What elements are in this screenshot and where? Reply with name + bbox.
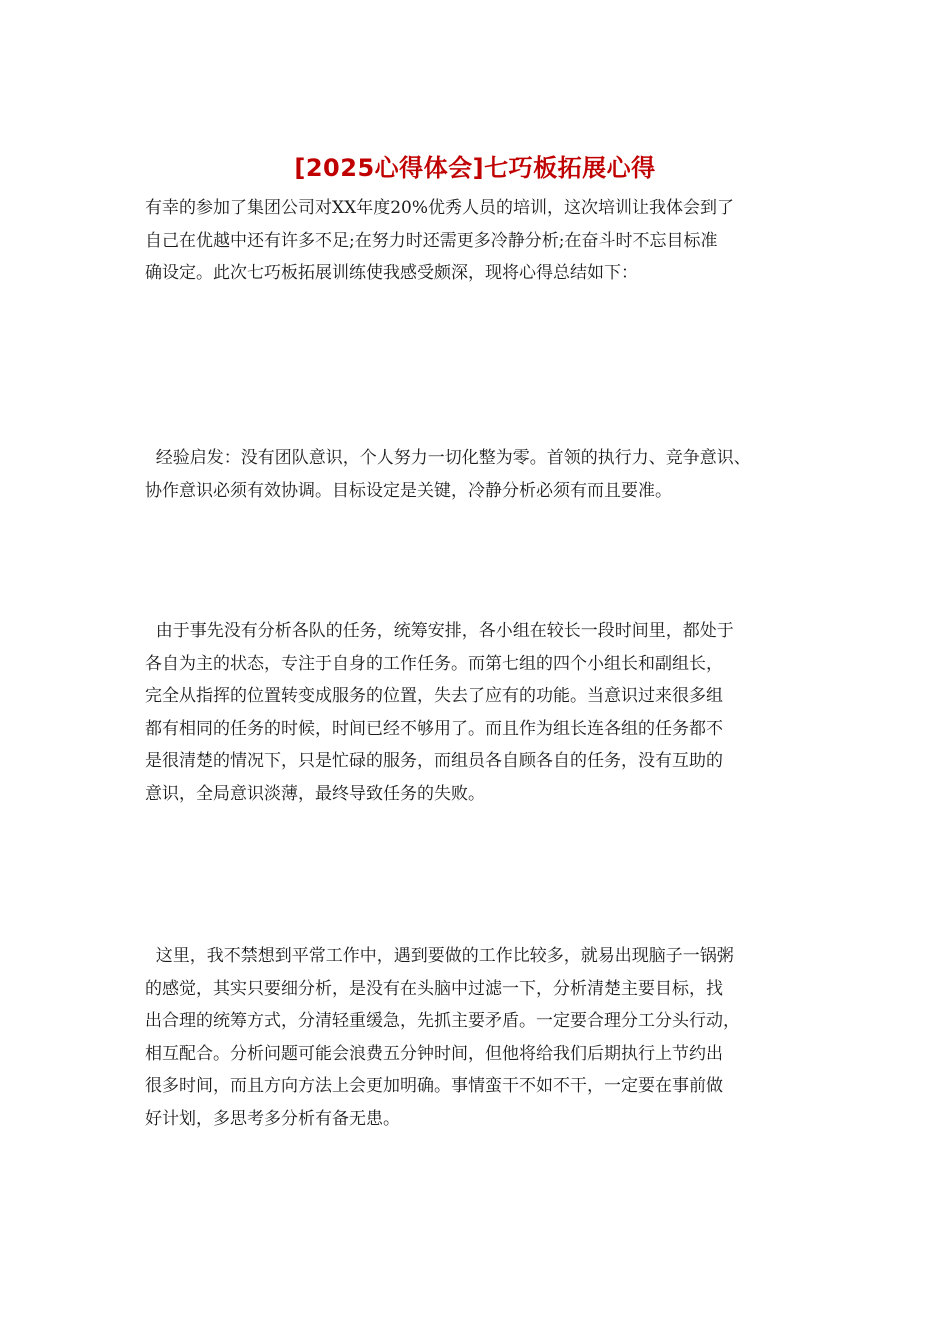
paragraph-line: 相互配合。分析问题可能会浪费五分钟时间，但他将给我们后期执行上节约出 <box>145 1043 723 1064</box>
paragraph-analysis <box>145 615 810 810</box>
paragraph-line: 自己在优越中还有许多不足;在努力时还需更多冷静分析;在奋斗时不忘目标准 <box>145 230 718 251</box>
paragraph-line: 意识，全局意识淡薄，最终导致任务的失败。 <box>145 783 485 804</box>
paragraph-line: 这里，我不禁想到平常工作中，遇到要做的工作比较多，就易出现脑子一锅粥 <box>145 946 734 966</box>
paragraph-line: 完全从指挥的位置转变成服务的位置，失去了应有的功能。当意识过来很多组 <box>145 686 723 706</box>
paragraph-line: 确设定。此次七巧板拓展训练使我感受颇深，现将心得总结如下： <box>145 263 638 283</box>
paragraph-reflection <box>145 940 810 1135</box>
paragraph-line: 很多时间，而且方向方法上会更加明确。事情蛮干不如不干，一定要在事前做 <box>145 1076 723 1096</box>
paragraph-line: 出合理的统筹方式，分清轻重缓急，先抓主要矛盾。一定要合理分工分头行动， <box>145 1011 740 1031</box>
paragraph-line: 的感觉，其实只要细分析，是没有在头脑中过滤一下，分析清楚主要目标，找 <box>145 978 723 999</box>
paragraph-line: 协作意识必须有效协调。目标设定是关键，冷静分析必须有而且要准。 <box>145 480 672 501</box>
paragraph-line: 由于事先没有分析各队的任务，统筹安排，各小组在较长一段时间里，都处于 <box>145 621 734 641</box>
paragraph-line: 都有相同的任务的时候，时间已经不够用了。而且作为组长连各组的任务都不 <box>145 718 723 739</box>
paragraph-experience <box>145 442 810 507</box>
paragraph-line: 好计划，多思考多分析有备无患。 <box>145 1108 400 1129</box>
paragraph-line: 经验启发：没有团队意识，个人努力一切化整为零。首领的执行力、竞争意识、 <box>145 448 751 468</box>
paragraph-intro <box>145 192 810 290</box>
paragraph-line: 有幸的参加了集团公司对XX年度20%优秀人员的培训，这次培训让我体会到了 <box>145 198 734 218</box>
document-title: [2025心得体会]七巧板拓展心得 <box>294 154 656 182</box>
paragraph-line: 各自为主的状态，专注于自身的工作任务。而第七组的四个小组长和副组长， <box>145 653 723 674</box>
paragraph-line: 是很清楚的情况下，只是忙碌的服务，而组员各自顾各自的任务，没有互助的 <box>145 751 723 771</box>
